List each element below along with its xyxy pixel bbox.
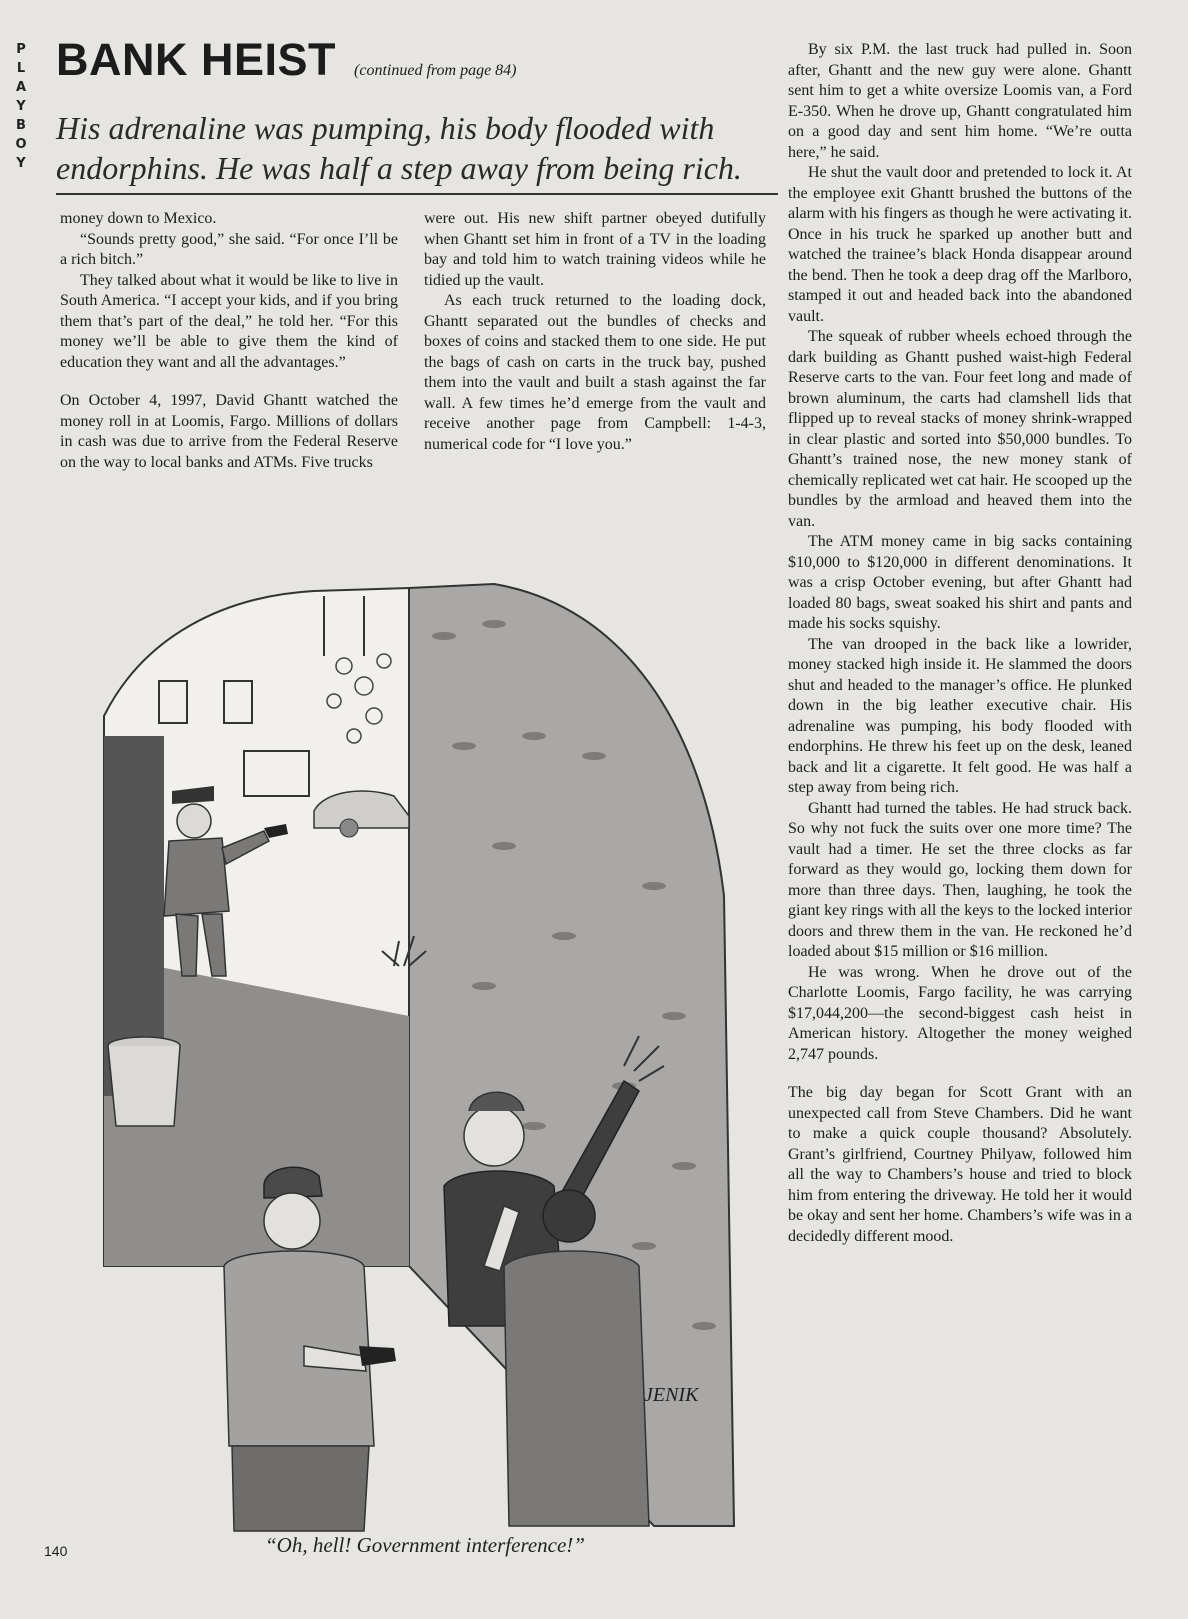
paragraph: He was wrong. When he drove out of the Charlotte Loomis, Fargo facility, he was carrying $17,044,200—the second-biggest cash heist in American history. Altogether the money weighed 2,747 pounds. [788, 963, 1132, 1063]
header-rule [56, 193, 778, 195]
article-title: BANK HEIST [56, 34, 337, 85]
article-deck: His adrenaline was pumping, his body flooded with endorphins. He was half a step away from being rich. [56, 110, 742, 186]
paragraph: The ATM money came in big sacks containing $10,000 to $120,000 in different denominations. It was a crisp October evening, but after Ghantt had loaded 80 bags, sweat soaked his shirt and pants and made his socks squishy. [788, 533, 1132, 632]
trash-can [108, 1037, 180, 1126]
magazine-vertical-label [10, 40, 32, 173]
car-wheel [340, 819, 358, 837]
paragraph: were out. His new shift partner obeyed dutifully when Ghantt set him in front of a TV in the loading bay and told him to watch training videos while he tidied up the vault. [424, 210, 766, 289]
paragraph: On October 4, 1997, David Ghantt watched the money roll in at Loomis, Fargo. Millions of dollars in cash was due to arrive from the Federal Reserve on the way to local banks and ATMs. Five trucks [60, 392, 398, 471]
cartoon-caption: “Oh, hell! Government interference!” [265, 1533, 585, 1557]
vertical-letter: O [15, 137, 27, 152]
cartoon-illustration [64, 566, 760, 1542]
paragraph: Ghantt had turned the tables. He had struck back. So why not fuck the suits over one more time? The vault had a timer. He set the three clocks as far forward as they would go, locking them down for more than three days. Then, laughing, he took the giant key rings with all the keys to the locked interior doors and threw them in the van. He reckoned he’d loaded about $15 million or $16 million. [788, 799, 1132, 960]
text-column-1 [60, 209, 398, 473]
paragraph: He shut the vault door and pretended to lock it. At the employee exit Ghantt brushed the buttons of the alarm with his fingers as though he were activating it. Once in his truck he sparked up another butt and watched the trainee’s black Honda disappear around the bend. Then he took a deep drag off the Marlboro, stamped it out and headed back into the abandoned vault. [788, 164, 1132, 325]
paragraph: The van drooped in the back like a lowrider, money stacked high inside it. He slammed the doors shut and headed to the manager’s office. He plunked down in the big leather executive chair. His adrenaline was pumping, his body flooded with endorphins. He threw his feet up on the desk, leaned back and lit a cigarette. It felt good. He was half a step away from being rich. [788, 635, 1132, 796]
paragraph: As each truck returned to the loading dock, Ghantt separated out the bundles of checks and boxes of coins and stacked them to one side. He put the bags of cash on carts in the truck bay, pushed them into the vault and built a stash against the far wall. A few times he’d emerge from the vault and receive another page from Campbell: 1-4-3, numerical code for “I love you.” [424, 292, 766, 453]
vertical-letter: Y [16, 156, 26, 171]
text-column-2 [424, 209, 766, 455]
paragraph: money down to Mexico. [60, 210, 217, 227]
paragraph: The squeak of rubber wheels echoed through the dark building as Ghantt pushed waist-high Federal Reserve carts to the van. Four feet long and made of brown aluminum, the carts had clamshell lids that flipped up to reveal stacks of money shrink-wrapped in clear plastic and sorted into $50,000 bundles. To Ghantt’s trained nose, the new money stank of chemically replicated wet cat hair. He scooped up the bundles by the armload and heaved them into the van. [788, 328, 1132, 530]
continued-note: (continued from page 84) [354, 62, 517, 79]
vertical-letter: B [16, 118, 26, 133]
paragraph: They talked about what it would be like to live in South America. “I accept your kids, and if you bring them that’s part of the deal,” he told her. “For this money we’ll be able to give them the kind of education they want and all the advantages.” [60, 271, 398, 371]
vertical-letter: Y [16, 99, 26, 114]
page-number: 140 [44, 1543, 68, 1559]
text-column-3 [788, 40, 1132, 1247]
paragraph: By six P.M. the last truck had pulled in. Soon after, Ghantt and the new guy were alone. Ghantt sent him to get a white oversize Loomis van, a Ford E-350. When he drove up, Ghantt congratulated him on a good day and sent him home. “We’re outta here,” he said. [788, 41, 1132, 161]
vertical-letter: A [15, 80, 27, 95]
paragraph: “Sounds pretty good,” she said. “For once I’ll be a rich bitch.” [60, 230, 398, 268]
paragraph: The big day began for Scott Grant with an unexpected call from Steve Chambers. Did he want to make a quick couple thousand? Absolutely. Grant’s girlfriend, Courtney Philyaw, followed him all the way to Chambers’s house and tried to block him from entering the driveway. He told her it would be okay and sent her home. Chambers’s wife was in a decidedly different mood. [788, 1084, 1132, 1245]
vertical-letter: P [16, 42, 26, 57]
vertical-letter: L [16, 61, 26, 76]
artist-signature: JENIK [644, 1384, 699, 1406]
cartoon-drawing [64, 566, 760, 1542]
article-header [56, 34, 776, 94]
